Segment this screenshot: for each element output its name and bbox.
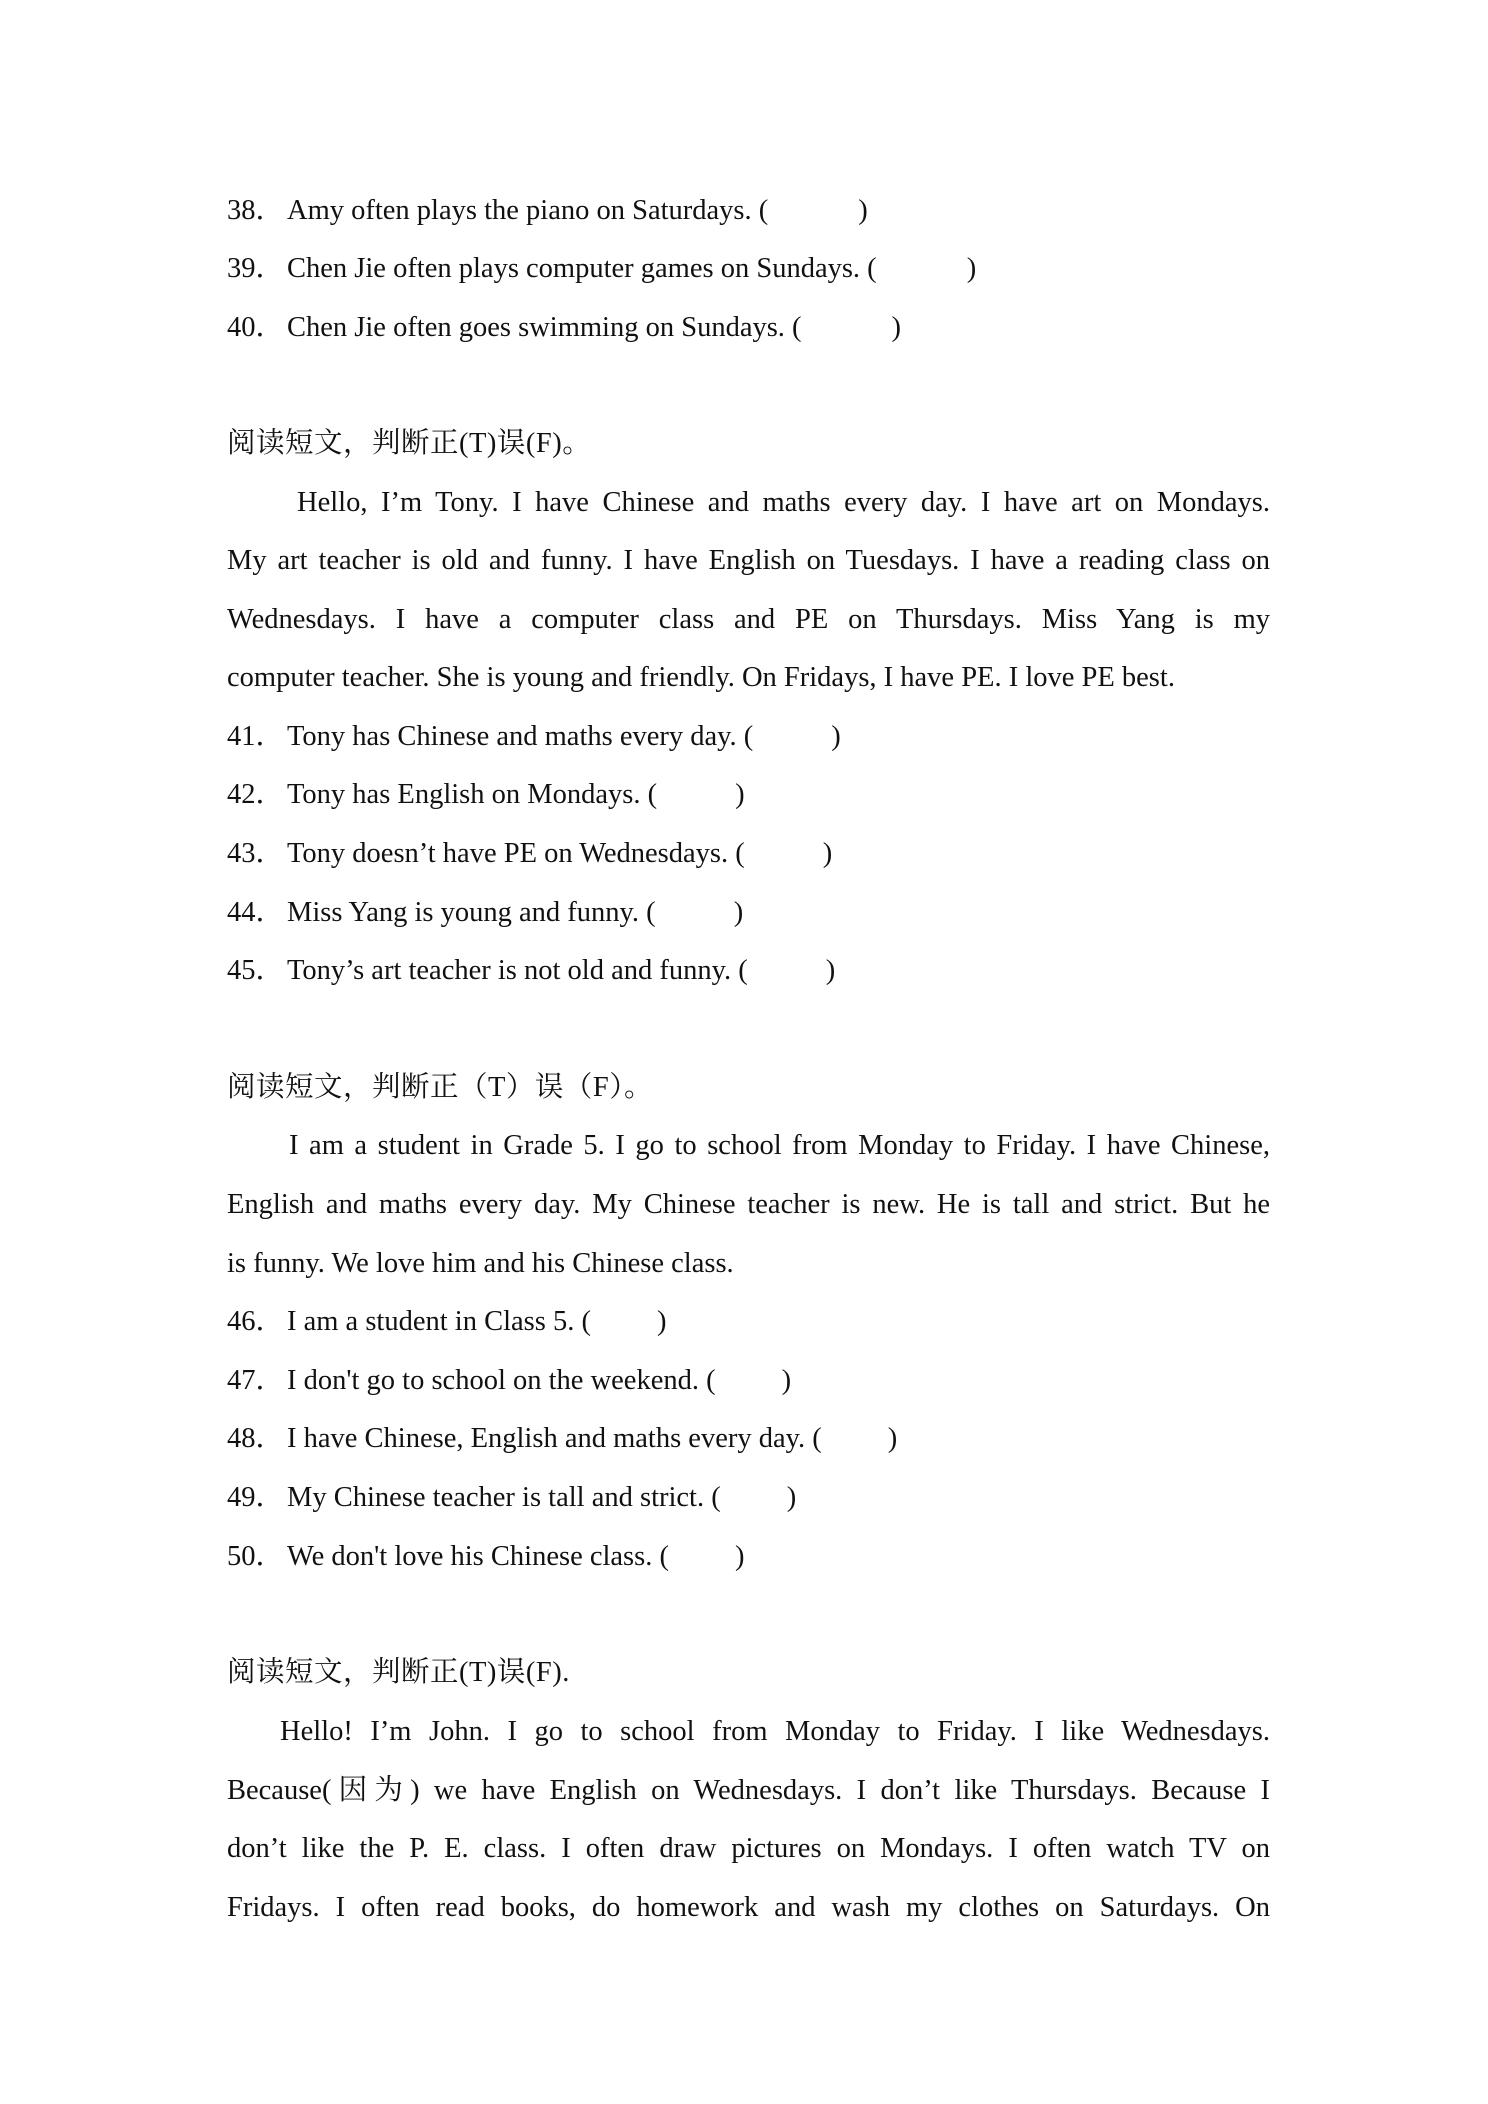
question-43 [227, 834, 1270, 874]
question-number: 47． [227, 1365, 285, 1396]
question-number: 38． [227, 195, 285, 226]
question-number: 39． [227, 253, 285, 284]
answer-close: ) [825, 955, 836, 986]
question-46 [227, 1302, 1270, 1342]
question-number: 48． [227, 1423, 285, 1454]
question-text: Miss Yang is young and funny. ( [287, 897, 656, 928]
section-3-passage-line: don’t like the P. E. class. I often draw pictures on Mondays. I often watch TV on [227, 1833, 1270, 1864]
question-49 [227, 1478, 1270, 1518]
question-47 [227, 1361, 1270, 1401]
answer-close: ) [781, 1365, 792, 1396]
answer-close: ) [822, 838, 833, 869]
question-text: My Chinese teacher is tall and strict. ( [287, 1482, 721, 1513]
section-3-passage-line: Because(因为) we have English on Wednesdays. I don’t like Thursdays. Because I [227, 1775, 1270, 1806]
section-1-passage-line: Hello, I’m Tony. I have Chinese and maths every day. I have art on Mondays. [297, 487, 1270, 518]
question-number: 44． [227, 897, 285, 928]
section-2-passage-line: is funny. We love him and his Chinese class. [227, 1248, 734, 1279]
answer-close: ) [858, 195, 868, 226]
section-2-passage-line: English and maths every day. My Chinese teacher is new. He is tall and strict. But he [227, 1189, 1270, 1220]
answer-close: ) [831, 721, 841, 752]
question-text: We don't love his Chinese class. ( [287, 1541, 669, 1572]
section-1-passage-line: computer teacher. She is young and friendly. On Fridays, I have PE. I love PE best. [227, 662, 1175, 693]
question-41 [227, 717, 1270, 757]
answer-close: ) [891, 312, 902, 343]
question-text: Chen Jie often plays computer games on Sundays. ( [287, 253, 877, 284]
question-48 [227, 1419, 1270, 1459]
question-number: 43． [227, 838, 285, 869]
question-50 [227, 1537, 1270, 1577]
section-3-passage-line: Fridays. I often read books, do homework and wash my clothes on Saturdays. On [227, 1892, 1270, 1923]
question-44 [227, 893, 1270, 933]
answer-close: ) [734, 1541, 745, 1572]
question-text: Amy often plays the piano on Saturdays. ( [287, 195, 769, 226]
section-1-passage-line: Wednesdays. I have a computer class and PE on Thursdays. Miss Yang is my [227, 604, 1270, 635]
question-text: I don't go to school on the weekend. ( [287, 1365, 716, 1396]
answer-close: ) [656, 1306, 667, 1337]
question-39 [227, 249, 1270, 289]
question-number: 41． [227, 721, 285, 752]
answer-close: ) [887, 1423, 898, 1454]
question-42 [227, 775, 1270, 815]
question-text: Chen Jie often goes swimming on Sundays. ( [287, 312, 802, 343]
question-38 [227, 191, 1270, 231]
question-45 [227, 951, 1270, 991]
section-1-heading: 阅读短文，判断正(T)误(F)。 [227, 428, 592, 459]
answer-close: ) [735, 779, 745, 810]
section-1-passage-line: My art teacher is old and funny. I have English on Tuesdays. I have a reading class on [227, 545, 1270, 576]
question-text: I have Chinese, English and maths every day. ( [287, 1423, 822, 1454]
question-number: 42． [227, 779, 285, 810]
question-text: Tony has English on Mondays. ( [287, 779, 658, 810]
section-2-heading: 阅读短文，判断正（T）误（F）。 [227, 1072, 654, 1103]
question-number: 46． [227, 1306, 285, 1337]
question-text: I am a student in Class 5. ( [287, 1306, 591, 1337]
section-2-passage-line: I am a student in Grade 5. I go to school from Monday to Friday. I have Chinese, [289, 1130, 1270, 1161]
question-40 [227, 308, 1270, 348]
question-text: Tony doesn’t have PE on Wednesdays. ( [287, 838, 745, 869]
answer-close: ) [966, 253, 977, 284]
question-number: 40． [227, 312, 285, 343]
question-number: 50． [227, 1541, 285, 1572]
answer-close: ) [786, 1482, 797, 1513]
answer-close: ) [733, 897, 744, 928]
section-3-passage-line: Hello! I’m John. I go to school from Monday to Friday. I like Wednesdays. [280, 1716, 1270, 1747]
question-text: Tony’s art teacher is not old and funny. ( [287, 955, 748, 986]
question-text: Tony has Chinese and maths every day. ( [287, 721, 754, 752]
question-number: 45． [227, 955, 285, 986]
question-number: 49． [227, 1482, 285, 1513]
section-3-heading: 阅读短文，判断正(T)误(F). [227, 1657, 570, 1688]
